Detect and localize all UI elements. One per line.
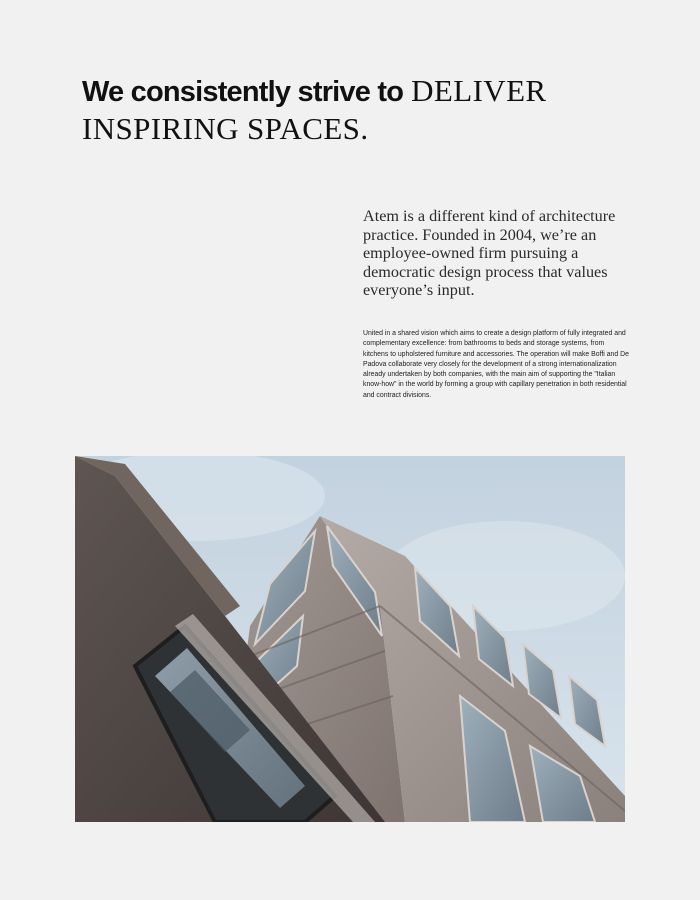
intro-body: United in a shared vision which aims to create a design platform of fully integrated and complementary excellence: from bathrooms to beds and storage systems, from kitchens to upholstered furniture and accessories. The operation will make Boffi and De Padova collaborate very closely for the development of a strong internationalization already undertaken by both companies, with the main aim of supporting the "Italian know-how" in the world by forming a group with capillary penetration in both residential and contract divisions. [363, 330, 629, 399]
headline-serif: DELIVER INSPIRING SPACES. [82, 73, 547, 146]
page-headline [82, 72, 602, 147]
intro-lead: Atem is a different kind of architecture practice. Founded in 2004, we’re an employee-owned firm pursuing a democratic design process that values everyone’s input. [363, 207, 616, 300]
building-photo [75, 456, 625, 822]
headline-bold: We consistently strive to [82, 76, 404, 108]
